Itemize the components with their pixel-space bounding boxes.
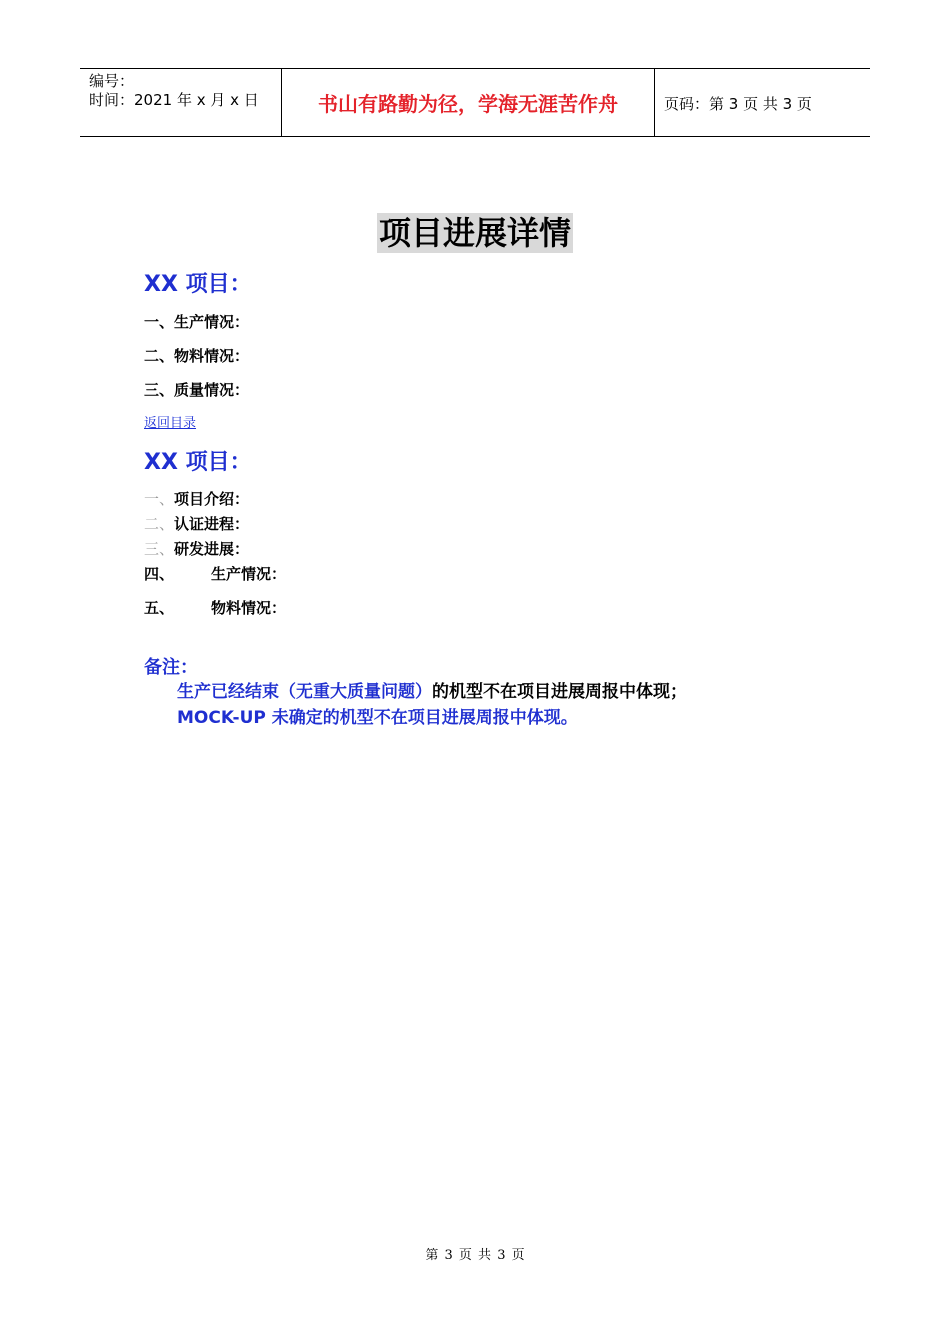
header-divider-right [654, 68, 655, 136]
notes-line-2: MOCK-UP 未确定的机型不在项目进展周报中体现。 [177, 708, 578, 728]
item-production-2 [144, 564, 287, 584]
project-heading-1: XX 项目： [144, 272, 252, 297]
item-number: 五、 [144, 599, 175, 617]
item-material-1: 二、物料情况： [144, 347, 250, 365]
item-label: 物料情况： [211, 599, 287, 617]
serial-label: 编号： [89, 72, 135, 90]
item-number: 三、 [144, 540, 175, 558]
notes-line-1-blue: 生产已经结束（无重大质量问题） [177, 682, 432, 702]
item-label: 认证进程： [174, 515, 250, 533]
page-title: 项目进展详情 [378, 214, 571, 252]
item-number: 一、 [144, 490, 175, 508]
item-certification-2 [144, 514, 249, 534]
item-label: 生产情况： [211, 565, 287, 583]
page-info: 页码：第 3 页 共 3 页 [664, 95, 812, 113]
project-heading-2: XX 项目： [144, 450, 252, 475]
notes-title: 备注： [144, 657, 198, 678]
notes-line-1 [177, 680, 687, 704]
item-production-1: 一、生产情况： [144, 313, 250, 331]
item-intro-2 [144, 489, 249, 509]
notes-line-1-black: 的机型不在项目进展周报中体现； [432, 682, 687, 702]
date-text: 时间：2021 年 x 月 x 日 [89, 91, 259, 109]
item-label: 研发进展： [174, 540, 250, 558]
page-footer: 第 3 页 共 3 页 [425, 1248, 525, 1263]
header-motto: 书山有路勤为径，学海无涯苦作舟 [318, 92, 618, 116]
title-wrapper [0, 213, 950, 253]
item-rnd-2 [144, 539, 249, 559]
item-number: 二、 [144, 515, 175, 533]
item-number: 四、 [144, 565, 175, 583]
item-label: 项目介绍： [174, 490, 250, 508]
item-material-2 [144, 598, 287, 618]
header-top-border [80, 68, 870, 69]
header-bottom-border [80, 136, 870, 137]
item-quality-1: 三、质量情况： [144, 381, 250, 399]
back-to-toc-link[interactable]: 返回目录 [144, 416, 197, 431]
